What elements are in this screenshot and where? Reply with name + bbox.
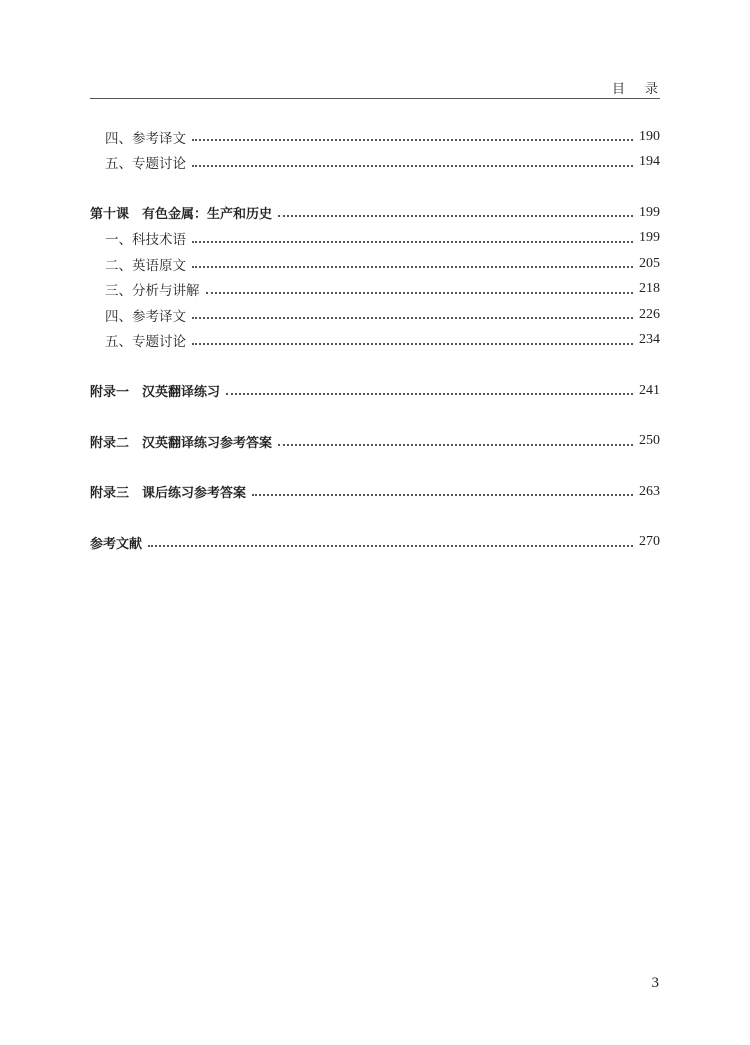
- toc-dot-leader: [252, 493, 633, 496]
- toc-entry-page: 218: [639, 281, 660, 297]
- toc-entry-label: 五、专题讨论: [105, 156, 186, 173]
- toc-entry-page: 205: [639, 255, 660, 271]
- toc-entry-label: 附录三 课后练习参考答案: [90, 486, 247, 502]
- toc-entry-page: 270: [639, 534, 660, 550]
- toc-dot-leader: [192, 138, 633, 141]
- toc-section-entry[interactable]: [90, 251, 660, 277]
- page-number: 3: [651, 975, 659, 991]
- toc-entry-page: 194: [639, 154, 660, 170]
- toc-section-entry[interactable]: [90, 277, 660, 303]
- toc-entry-page: 190: [639, 128, 660, 144]
- toc-entry-page: 226: [639, 306, 660, 322]
- toc-dot-leader: [278, 443, 633, 446]
- toc-entry-label: 附录一 汉英翻译练习: [90, 385, 221, 401]
- toc-dot-leader: [192, 265, 633, 268]
- toc-chapter-entry[interactable]: [90, 200, 660, 226]
- toc-chapter-entry[interactable]: [90, 429, 660, 455]
- toc-section-entry[interactable]: [90, 302, 660, 328]
- toc-section-entry[interactable]: [90, 150, 660, 176]
- toc-entry-label: 五、专题讨论: [105, 334, 186, 351]
- toc-dot-leader: [192, 342, 633, 345]
- toc-entry-label: 附录二 汉英翻译练习参考答案: [90, 435, 273, 451]
- toc-dot-leader: [148, 544, 633, 547]
- toc-entry-label: 第十课 有色金属：生产和历史: [90, 207, 273, 223]
- toc-chapter-entry[interactable]: [90, 479, 660, 505]
- toc-entry-page: 250: [639, 433, 660, 449]
- toc-entry-page: 263: [639, 483, 660, 499]
- toc-entry-page: 199: [639, 230, 660, 246]
- toc-entry-label: 三、分析与讲解: [105, 283, 200, 300]
- running-head-title: 目录: [611, 82, 678, 97]
- toc-entry-label: 二、英语原文: [105, 257, 186, 274]
- toc-entry-label: 参考文献: [90, 536, 143, 552]
- toc-dot-leader: [192, 164, 633, 167]
- toc-entry-page: 234: [639, 332, 660, 348]
- toc-entry-label: 一、科技术语: [105, 232, 186, 249]
- toc-dot-leader: [226, 392, 633, 395]
- running-head: [90, 78, 678, 99]
- table-of-contents: [90, 124, 660, 555]
- toc-section-entry[interactable]: [90, 226, 660, 252]
- toc-entry-label: 四、参考译文: [105, 130, 186, 147]
- toc-entry-label: 四、参考译文: [105, 308, 186, 325]
- toc-dot-leader: [206, 291, 634, 294]
- toc-dot-leader: [192, 240, 633, 243]
- toc-dot-leader: [192, 316, 633, 319]
- toc-dot-leader: [278, 214, 633, 217]
- toc-entry-page: 199: [639, 204, 660, 220]
- toc-entry-page: 241: [639, 382, 660, 398]
- toc-chapter-entry[interactable]: [90, 530, 660, 556]
- toc-chapter-entry[interactable]: [90, 378, 660, 404]
- toc-section-entry[interactable]: [90, 328, 660, 354]
- toc-section-entry[interactable]: [90, 124, 660, 150]
